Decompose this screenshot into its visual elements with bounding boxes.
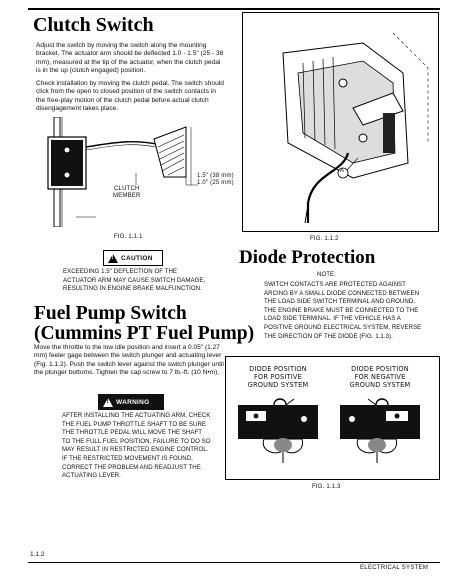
caution-badge [103, 250, 163, 266]
negative-heading-3: GROUND SYSTEM [349, 380, 411, 389]
negative-ground-switch-diagram [336, 397, 431, 467]
section-name: ELECTRICAL SYSTEM [360, 565, 429, 571]
note-label: NOTE: [317, 271, 336, 278]
fuel-pump-switch-diagram [243, 13, 438, 231]
warning-label: WARNING [116, 398, 150, 406]
note-text: SWITCH CONTACTS ARE PROTECTED AGAINST ARCING BY A SMALL DIODE CONNECTED BETWEEN THE LOAD SIDE SWITCH TERMINAL AND GROUND. THE ENGINE BRAKE MUST BE CONNECTED TO THE LOAD SIDE TERMINAL. IF THE VEHICLE HAS A POSITIVE GROUND ELECTRICAL SYSTEM, REVERSE THE DIRECTION OF THE DIODE (FIG. 1.1.3). [264, 281, 422, 340]
positive-heading-2: FOR POSITIVE [253, 372, 302, 381]
fig-1-1-3-caption: FIG. 1.1.3 [312, 484, 341, 490]
positive-ground-heading [232, 366, 324, 389]
caution-text: EXCEEDING 1.5" DEFLECTION OF THE ACTUATOR ARM MAY CAUSE SWITCH DAMAGE, RESULTING IN ENGINE BRAKE MALFUNCTION. [63, 268, 206, 293]
label-a: A [340, 168, 345, 174]
positive-ground-switch-diagram [234, 397, 329, 467]
clutch-para-2: Check installation by moving the clutch pedal. The switch should click from the open to closed position of the switch contacts in the free-play motion of the clutch pedal before actual clutch disengagement takes place. [36, 80, 224, 113]
dim-label-1-5: 1.5" (38 mm) [197, 173, 234, 179]
footer-rule [28, 562, 440, 563]
negative-ground-heading [334, 366, 426, 389]
negative-heading-2: FOR NEGATIVE [354, 372, 406, 381]
positive-heading-1: DIODE POSITION [249, 365, 307, 373]
diode-title: Diode Protection [239, 247, 376, 268]
dim-label-1-0: 1.0" (25 mm) [197, 180, 234, 186]
clutch-member-label-1: CLUTCH [114, 186, 140, 192]
warning-badge [98, 394, 164, 410]
positive-heading-3: GROUND SYSTEM [247, 380, 309, 389]
fig-1-1-2-frame [242, 12, 439, 232]
warning-triangle-icon: ! [103, 398, 113, 407]
clutch-switch-title: Clutch Switch [33, 14, 154, 36]
caution-triangle-icon: ! [108, 254, 118, 263]
clutch-switch-diagram [36, 117, 231, 227]
clutch-member-label-2: MEMBER [113, 193, 141, 199]
fuel-pump-title-1: Fuel Pump Switch [34, 303, 187, 324]
clutch-member-label [113, 186, 141, 200]
top-rule [28, 8, 440, 10]
fig-1-1-1-caption: FIG. 1.1.1 [114, 234, 143, 240]
fig-1-1-3-frame [225, 356, 440, 480]
fuel-pump-title-2: (Cummins PT Fuel Pump) [34, 323, 255, 344]
fuel-pump-title [34, 304, 254, 344]
caution-label: CAUTION [121, 254, 153, 262]
fig-1-1-2-caption: FIG. 1.1.2 [310, 236, 339, 242]
warning-text: AFTER INSTALLING THE ACTUATING ARM, CHECK THE FUEL PUMP THROTTLE SHAFT TO BE SURE THE THROTTLE PEDAL WILL MOVE THE SHAFT TO THE FULL FUEL POSITION. FAILURE TO DO SO MAY RESULT IN RESTRICTED ENGINE CONTROL. IF THE RESTRICTED MOVEMENT IS FOUND, CORRECT THE PROBLEM AND READJUST THE ACTUATING LEVER. [62, 412, 211, 480]
negative-heading-1: DIODE POSITION [351, 365, 409, 373]
clutch-para-1: Adjust the switch by moving the switch along the mounting bracket. The actuator arm should be deflected 1.0 - 1.5" (25 - 38 mm), measured at the tip of the actuator, when the clutch pedal is in the up (clutch engaged) position. [36, 42, 224, 75]
fuel-pump-para: Move the throttle to the low idle position and insert a 0.05" (1.27 mm) feeler gage between the switch plunger and actuating lever (Fig. 1.1.2). Push the switch lever against the switch plunger until the plunger bottoms. Tighten the cap screw to 7 lb.-ft. (10 N•m). [34, 344, 224, 377]
page-number: 1.1.2 [30, 551, 45, 558]
